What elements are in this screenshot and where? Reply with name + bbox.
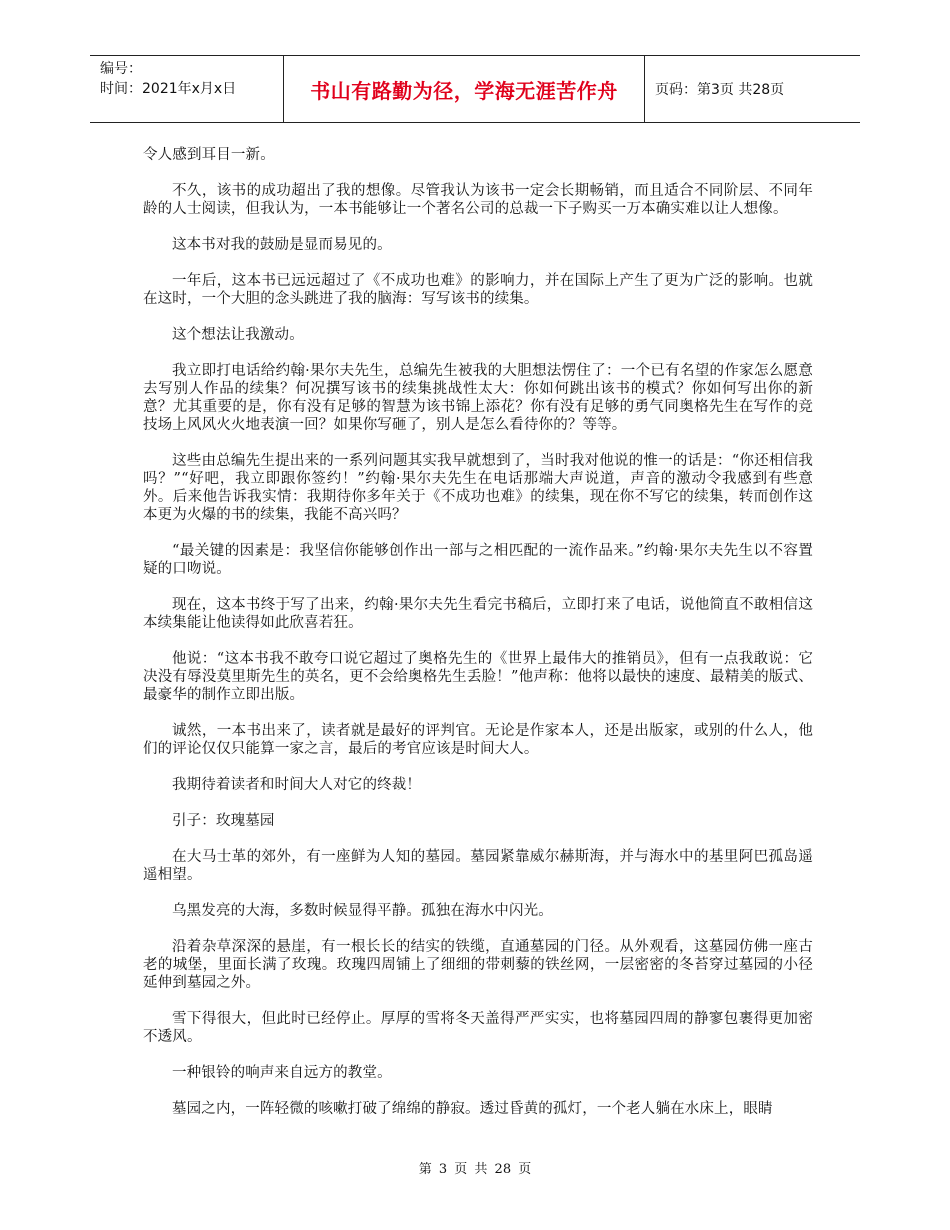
time-label: 时间：2021年x月x日 <box>100 81 237 97</box>
footer-page-number: 第 3 页 共 28 页 <box>418 1162 532 1177</box>
paragraph: 雪下得很大，但此时已经停止。厚厚的雪将冬天盖得严严实实，也将墓园四周的静寥包裹得更加密不透风。 <box>143 1011 813 1045</box>
paragraph: 一种银铃的响声来自远方的教堂。 <box>172 1065 392 1081</box>
paragraph: “最关键的因素是：我坚信你能够创作出一部与之相匹配的一流作品来。”约翰·果尔夫先生以不容置疑的口吻说。 <box>143 543 813 577</box>
paragraph: 沿着杂草深深的悬崖，有一根长长的结实的铁缆，直通墓园的门径。从外观看，这墓园仿佛一座古老的城堡，里面长满了玫瑰。玫瑰四周铺上了细细的带刺藜的铁丝网，一层密密的冬苔穿过墓园的小径延伸到墓园之外。 <box>143 939 813 991</box>
number-label: 编号： <box>100 61 142 77</box>
document-body <box>143 146 813 1136</box>
paragraph: 他说：“这本书我不敢夸口说它超过了奥格先生的《世界上最伟大的推销员》，但有一点我敢说：它决没有辱没莫里斯先生的英名，更不会给奥格先生丢脸！”他声称：他将以最快的速度、最精美的版式、最豪华的制作立即出版。 <box>143 651 813 703</box>
paragraph: 这个想法让我激动。 <box>172 327 304 343</box>
page-footer <box>0 1158 950 1177</box>
motto: 书山有路勤为径，学海无涯苦作舟 <box>310 78 618 103</box>
document-header <box>90 55 860 123</box>
header-meta <box>90 56 283 122</box>
paragraph: 一年后，这本书已远远超过了《不成功也难》的影响力，并在国际上产生了更为广泛的影响。也就在这时，一个大胆的念头跳进了我的脑海：写写该书的续集。 <box>143 273 813 307</box>
paragraph: 我期待着读者和时间大人对它的终裁！ <box>172 777 422 793</box>
paragraph: 乌黑发亮的大海，多数时候显得平静。孤独在海水中闪光。 <box>172 903 553 919</box>
header-page-cell <box>645 56 860 122</box>
header-motto-cell <box>283 56 645 122</box>
paragraph: 令人感到耳目一新。 <box>143 147 275 163</box>
paragraph: 我立即打电话给约翰·果尔夫先生，总编先生被我的大胆想法愣住了：一个已有名望的作家怎么愿意去写别人作品的续集？何况撰写该书的续集挑战性太大：你如何跳出该书的模式？你如何写出你的新意？尤其重要的是，你有没有足够的智慧为该书锦上添花？你有没有足够的勇气同奥格先生在写作的竞技场上风风火火地表演一回？如果你写砸了，别人是怎么看待你的？等等。 <box>143 363 813 433</box>
paragraph: 墓园之内，一阵轻微的咳嗽打破了绵绵的静寂。透过昏黄的孤灯，一个老人躺在水床上，眼睛 <box>172 1101 773 1117</box>
paragraph: 在大马士革的郊外，有一座鲜为人知的墓园。墓园紧靠威尔赫斯海，并与海水中的基里阿巴孤岛遥遥相望。 <box>143 849 813 883</box>
paragraph: 这本书对我的鼓励是显而易见的。 <box>172 237 392 253</box>
section-heading: 引子：玫瑰墓园 <box>172 813 275 829</box>
paragraph: 现在，这本书终于写了出来，约翰·果尔夫先生看完书稿后，立即打来了电话，说他简直不敢相信这本续集能让他读得如此欣喜若狂。 <box>143 597 813 631</box>
paragraph: 这些由总编先生提出来的一系列问题其实我早就想到了，当时我对他说的惟一的话是：“你还相信我吗？”“好吧，我立即跟你签约！”约翰·果尔夫先生在电话那端大声说道，声音的激动令我感到有些意外。后来他告诉我实情：我期待你多年关于《不成功也难》的续集，现在你不写它的续集，转而创作这本更为火爆的书的续集，我能不高兴吗？ <box>143 453 813 523</box>
page-info: 页码：第3页 共28页 <box>655 82 785 98</box>
paragraph: 不久，该书的成功超出了我的想像。尽管我认为该书一定会长期畅销，而且适合不同阶层、不同年龄的人士阅读，但我认为，一本书能够让一个著名公司的总裁一下子购买一万本确实难以让人想像。 <box>143 183 813 217</box>
paragraph: 诚然，一本书出来了，读者就是最好的评判官。无论是作家本人，还是出版家，或别的什么人，他们的评论仅仅只能算一家之言，最后的考官应该是时间大人。 <box>143 723 813 757</box>
